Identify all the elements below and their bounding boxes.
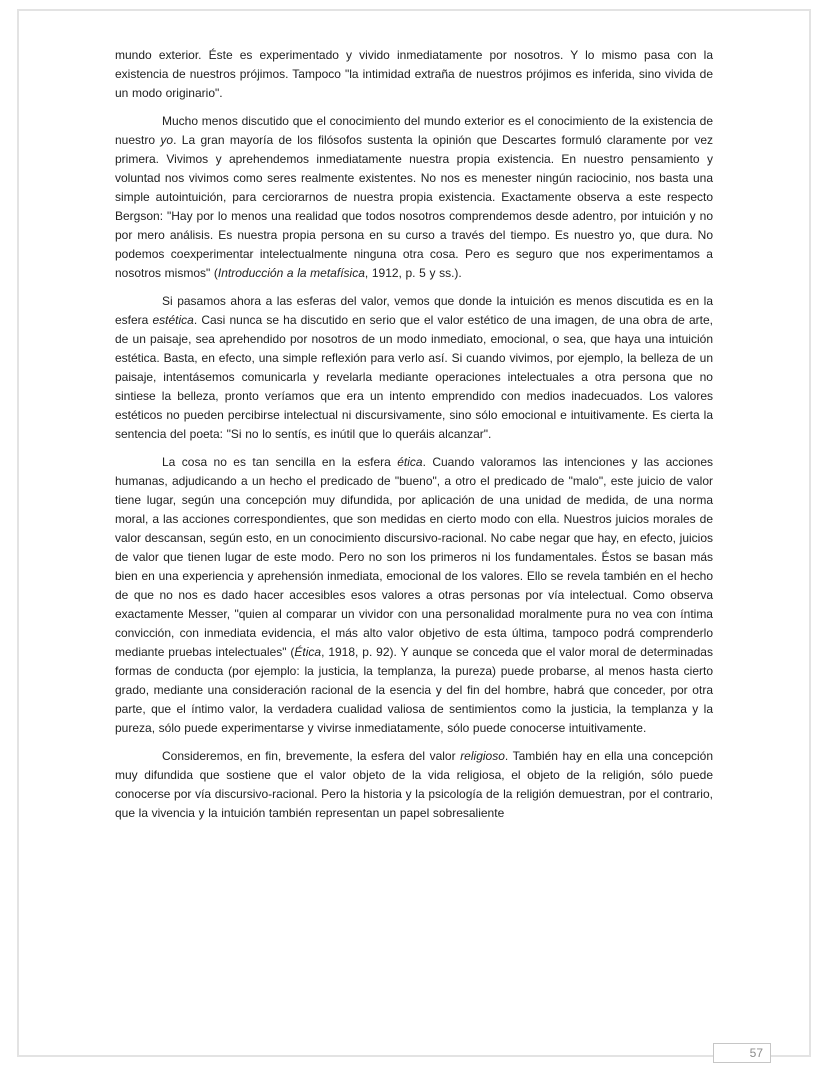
- text-run: . La gran mayoría de los filósofos sustenta la opinión que Descartes formuló claramente por vez primera. Vivimos y aprehendemos inmediatamente nuestra propia existencia. En nuestro pensamiento y voluntad nos vivimos como seres realmente existentes. No nos es menester ningún raciocinio, nos basta una simple autointuición, para cerciorarnos de nuestra propia existencia. Exactamente observa a este respecto Bergson: "Hay por lo menos una realidad que todos nosotros comprendemos desde adentro, por intuición y no por mero análisis. Es nuestra propia persona en su curso a través del tiempo. Es nuestro yo, que dura. No podemos coexperimentar intelectualmente ninguna otra cosa. Pero es seguro que nos experimentamos a nosotros mismos" (: [115, 133, 713, 280]
- text-run: Si pasamos ahora a las esferas del valor, vemos que donde la intuición es menos discutida es en la esfera: [115, 294, 713, 327]
- text-run: . Casi nunca se ha discutido en serio que el valor estético de una imagen, de una obra de arte, de un paisaje, sea aprehendido por nosotros de un modo inmediato, emocional, o sea, que haya una intuición estética. Basta, en efecto, una simple reflexión para verlo así. Si cuando vivimos, por ejemplo, la belleza de un paisaje, intentásemos comunicarla y revelarla mediante operaciones intelectuales a otra persona que no sintiese la belleza, pronto veríamos que era un intento emprendido con medios inadecuados. Los valores estéticos no pueden percibirse intelectual ni discursivamente, sino sólo emocional e intuitivamente. Es cierta la sentencia del poeta: "Si no lo sentís, es inútil que lo queráis alcanzar".: [115, 313, 713, 441]
- text-run-italic: religioso: [460, 749, 505, 763]
- text-run-italic: yo: [160, 133, 174, 147]
- paragraph: [115, 747, 713, 823]
- paragraph: [115, 112, 713, 283]
- text-run: , 1918, p. 92). Y aunque se conceda que el valor moral de determinadas formas de conducta (por ejemplo: la justicia, la templanza, la pureza) puede probarse, al menos hasta cierto grado, mediante una consideración racional de la esencia y del fin del hombre, habrá que conceder, por otra parte, que el íntimo valor, la verdadera cualidad valiosa de sentimientos como la justicia, la templanza y la pureza, sólo puede experimentarse y vivirse inmediatamente, sólo puede conocerse intuitivamente.: [115, 645, 713, 735]
- text-run: Consideremos, en fin, brevemente, la esfera del valor: [162, 749, 461, 763]
- paragraph: [115, 46, 713, 103]
- paragraph: [115, 453, 713, 738]
- text-run: mundo exterior. Éste es experimentado y vivido inmediatamente por nosotros. Y lo mismo pasa con la existencia de nuestros prójimos. Tampoco "la intimidad extraña de nuestros prójimos es inferida, sino vivida de un modo originario".: [115, 48, 713, 100]
- text-run-italic: Ética: [294, 645, 322, 659]
- text-run-italic: ética: [397, 455, 423, 469]
- page-body: [115, 46, 713, 832]
- text-run-italic: estética: [152, 313, 194, 327]
- text-run: , 1912, p. 5 y ss.).: [364, 266, 462, 280]
- paragraph: [115, 292, 713, 444]
- page-number: 57: [713, 1043, 771, 1063]
- text-run-italic: Introducción a la metafísica: [217, 266, 365, 280]
- text-run: . Cuando valoramos las intenciones y las acciones humanas, adjudicando a un hecho el predicado de "bueno", a otro el predicado de "malo", este juicio de valor tiene lugar, según una concepción muy difundida, por aplicación de una unidad de medida, de una norma moral, a las acciones correspondientes, que son medidas en cierto modo con ella. Nuestros juicios morales de valor descansan, según esto, en un conocimiento discursivo-racional. No cabe negar que hay, en efecto, juicios de valor que tienen lugar de este modo. Pero no son los primeros ni los fundamentales. Éstos se basan más bien en una experiencia y aprehensión inmediata, emocional de los valores. Ello se revela también en el hecho de que no nos es dado hacer accesibles esos valores a otras personas por vía intelectual. Como observa exactamente Messer, "quien al comparar un vividor con una personalidad moralmente pura no vea con íntima convicción, con inmediata evidencia, el más alto valor objetivo de esta última, tampoco podrá comprenderlo mediante pruebas intelectuales" (: [115, 455, 713, 659]
- text-run: La cosa no es tan sencilla en la esfera: [162, 455, 398, 469]
- text-run: . También hay en ella una concepción muy difundida que sostiene que el valor objeto de la vida religiosa, el objeto de la religión, sólo puede conocerse por vía discursivo-racional. Pero la historia y la psicología de la religión demuestran, por el contrario, que la vivencia y la intuición también representan un papel sobresaliente: [115, 749, 713, 820]
- text-run: Mucho menos discutido que el conocimiento del mundo exterior es el conocimiento de la existencia de nuestro: [115, 114, 713, 147]
